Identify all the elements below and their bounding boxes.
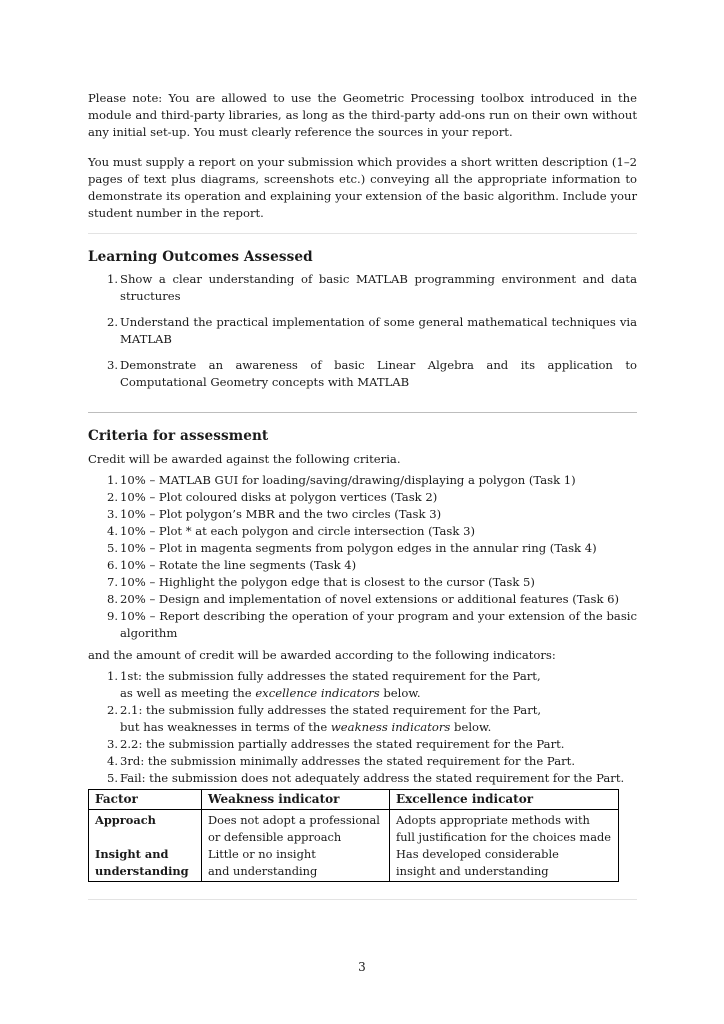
list-item: 7. 10% – Highlight the polygon edge that is closest to the cursor (Task 5) xyxy=(106,575,535,589)
table-header-row xyxy=(89,790,619,810)
table-cell: Approach xyxy=(89,810,202,830)
table-cell: insight and understanding xyxy=(390,863,619,882)
table-cell: understanding xyxy=(89,863,202,882)
table-cell: Little or no insight xyxy=(202,846,390,863)
table-header: Excellence indicator xyxy=(390,790,619,810)
list-item: 8. 20% – Design and implementation of novel extensions or additional features (Task 6) xyxy=(106,592,620,606)
list-item: 5. 10% – Plot in magenta segments from polygon edges in the annular ring (Task 4) xyxy=(106,541,597,555)
list-item: 2. 10% – Plot coloured disks at polygon vertices (Task 2) xyxy=(106,490,438,504)
indicator-table xyxy=(88,789,619,882)
page-number: 3 xyxy=(358,960,366,974)
list-item: 1. 1st: the submission fully addresses the stated requirement for the Part, as well as meeting the excellence indicators below. xyxy=(106,669,541,700)
list-item: 6. 10% – Rotate the line segments (Task 4) xyxy=(106,558,357,572)
list-item: 2. Understand the practical implementation of some general mathematical techniques via MATLAB xyxy=(106,315,637,346)
table-cell: Insight and xyxy=(89,846,202,863)
report-paragraph: You must supply a report on your submission which provides a short written description (1–2 pages of text plus diagrams, screenshots etc.) conveying all the appropriate information to demonstrate its operation and explaining your extension of the basic algorithm. Include your student number in the report. xyxy=(88,155,637,220)
criteria-intro: Credit will be awarded against the following criteria. xyxy=(88,452,401,466)
footer-divider xyxy=(88,899,637,900)
table-header: Weakness indicator xyxy=(202,790,390,810)
table-header: Factor xyxy=(89,790,202,810)
list-item: 4. 3rd: the submission minimally addresses the stated requirement for the Part. xyxy=(106,754,576,768)
table-cell: or defensible approach xyxy=(202,829,390,846)
outcomes-list xyxy=(88,271,637,391)
table-cell: full justification for the choices made xyxy=(390,829,619,846)
criteria-list xyxy=(88,472,637,642)
table-row xyxy=(89,829,619,846)
list-item: 1. Show a clear understanding of basic MATLAB programming environment and data structures xyxy=(106,272,637,303)
list-item: 4. 10% – Plot * at each polygon and circle intersection (Task 3) xyxy=(106,524,475,538)
list-item: 3. Demonstrate an awareness of basic Linear Algebra and its application to Computational Geometry concepts with MATLAB xyxy=(106,358,637,389)
outcomes-heading: Learning Outcomes Assessed xyxy=(88,249,313,265)
criteria-heading: Criteria for assessment xyxy=(88,428,269,444)
indicators-intro: and the amount of credit will be awarded according to the following indicators: xyxy=(88,648,556,662)
list-item: 5. Fail: the submission does not adequately address the stated requirement for the Part. xyxy=(106,771,625,785)
document-page xyxy=(88,90,637,900)
list-item: 3. 2.2: the submission partially addresses the stated requirement for the Part. xyxy=(106,737,565,751)
list-item: 3. 10% – Plot polygon’s MBR and the two circles (Task 3) xyxy=(106,507,442,521)
list-item: 1. 10% – MATLAB GUI for loading/saving/drawing/displaying a polygon (Task 1) xyxy=(106,473,576,487)
table-cell: Has developed considerable xyxy=(390,846,619,863)
table-row xyxy=(89,810,619,830)
table-cell xyxy=(89,829,202,846)
table-row xyxy=(89,846,619,863)
list-item: 9. 10% – Report describing the operation of your program and your extension of the basic algorithm xyxy=(106,609,637,640)
grades-list xyxy=(88,668,637,787)
table-cell: Does not adopt a professional xyxy=(202,810,390,830)
table-cell: Adopts appropriate methods with xyxy=(390,810,619,830)
table-cell: and understanding xyxy=(202,863,390,882)
list-item: 2. 2.1: the submission fully addresses the stated requirement for the Part, but has weaknesses in terms of the weakness indicators below. xyxy=(106,703,542,734)
table-row xyxy=(89,863,619,882)
note-paragraph: Please note: You are allowed to use the Geometric Processing toolbox introduced in the module and third-party libraries, as long as the third-party add-ons run on their own without any initial set-up. You must clearly reference the sources in your report. xyxy=(88,91,637,139)
